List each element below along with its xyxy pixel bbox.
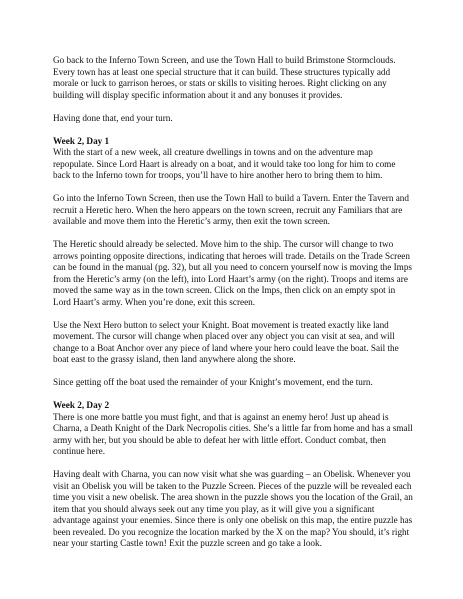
paragraph-text: There is one more battle you must fight, and that is against an enemy hero! Just up ahead is Charna, a Death Knight of the Dark Necropolis cities. She’s a little far from home and has a small army with her, but you should be able to defeat her with little effort. Conduct combat, then continue here. — [53, 411, 413, 456]
paragraph-text: Go back to the Inferno Town Screen, and use the Town Hall to build Brimstone Stormclouds. Every town has at least one special structure that it can build. These structures typically add morale or luck to garrison heroes, or stats or skills to visiting heroes. Right clicking on any building will display specific information about it and any bonuses it provides. — [53, 55, 396, 100]
section-heading-week2-day1: Week 2, Day 1 — [53, 135, 110, 146]
paragraph-1 — [53, 55, 413, 101]
paragraph-text: Go into the Inferno Town Screen, then use the Town Hall to build a Tavern. Enter the Tavern and recruit a Heretic hero. When the hero appears on the town screen, recruit any Familiars that are available and move them into the Heretic’s army, then exit the town screen. — [53, 193, 409, 226]
paragraph-7 — [53, 377, 413, 389]
paragraph-9 — [53, 469, 413, 550]
paragraph-text: Having done that, end your turn. — [53, 112, 173, 123]
document-page — [53, 55, 413, 561]
paragraph-text: Use the Next Hero button to select your Knight. Boat movement is treated exactly like land movement. The cursor will change when placed over any object you can visit at sea, and will change to a Boat Anchor over any piece of land where your hero could leave the boat. Sail the boat east to the grassy island, then land anywhere along the shore. — [53, 319, 399, 364]
paragraph-text: The Heretic should already be selected. Move him to the ship. The cursor will change to two arrows pointing opposite directions, indicating that heroes will trade. Details on the Trade Screen can be found in the manual (pg. 32), but all you need to concern yourself now is moving the Imps from the Heretic’s army (on the left), into Lord Haart’s army (on the right). Troops and items are moved the same way as in the town screen. Click on the Imps, then click on an empty spot in Lord Haart’s army. When you’re done, exit this screen. — [53, 239, 412, 307]
paragraph-text: Having dealt with Charna, you can now visit what she was guarding – an Obelisk. Whenever you visit an Obelisk you will be taken to the Puzzle Screen. Pieces of the puzzle will be revealed each time you visit a new obelisk. The area shown in the puzzle shows you the location of the Grail, an item that you should always seek out any time you play, as it will give you a significant advantage against your enemies. Since there is only one obelisk on this map, the entire puzzle has been revealed. Do you recognize the location marked by the X on the map? You should, it’s right near your starting Castle town! Exit the puzzle screen and go take a look. — [53, 469, 413, 548]
paragraph-6 — [53, 320, 413, 366]
paragraph-text: With the start of a new week, all creature dwellings in towns and on the adventure map repopulate. Since Lord Haart is already on a boat, and it would take too long for him to come back to the Inferno town for troops, you’ll have to hire another hero to bring them to him. — [53, 147, 396, 180]
paragraph-4 — [53, 193, 413, 228]
paragraph-5 — [53, 239, 413, 308]
paragraph-8 — [53, 400, 413, 458]
section-heading-week2-day2: Week 2, Day 2 — [53, 400, 110, 410]
paragraph-text: Since getting off the boat used the remainder of your Knight’s movement, end the turn. — [53, 377, 373, 387]
paragraph-2 — [53, 113, 413, 125]
paragraph-3 — [53, 136, 413, 182]
